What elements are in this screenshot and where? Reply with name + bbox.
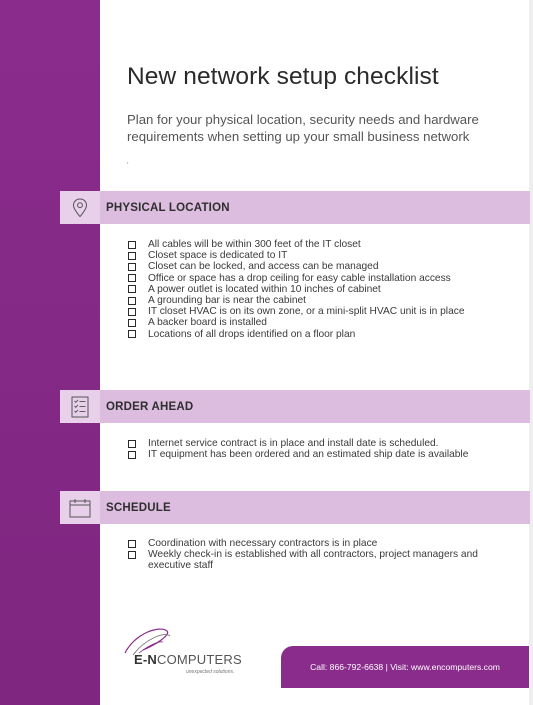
purple-sidebar bbox=[0, 0, 100, 705]
section-label: SCHEDULE bbox=[106, 501, 171, 514]
page-title: New network setup checklist bbox=[127, 63, 439, 90]
section-header-schedule bbox=[60, 491, 530, 524]
checklist-item: Coordination with necessary contractors is in place bbox=[128, 538, 513, 549]
checkbox[interactable] bbox=[128, 252, 136, 260]
checkbox[interactable] bbox=[128, 241, 136, 249]
checklist-item: Locations of all drops identified on a floor plan bbox=[128, 329, 465, 340]
checklist-icon bbox=[60, 390, 100, 423]
checklist-item: Office or space has a drop ceiling for easy cable installation access bbox=[128, 273, 465, 284]
checklist-item: Closet space is dedicated to IT bbox=[128, 250, 465, 261]
stray-mark: ' bbox=[127, 161, 129, 170]
checkbox[interactable] bbox=[128, 308, 136, 316]
checkbox[interactable] bbox=[128, 330, 136, 338]
checkbox[interactable] bbox=[128, 540, 136, 548]
checkbox[interactable] bbox=[128, 274, 136, 282]
checklist-item: A power outlet is located within 10 inches of cabinet bbox=[128, 284, 465, 295]
checkbox[interactable] bbox=[128, 551, 136, 559]
logo-tagline: unexpected solutions. bbox=[186, 669, 235, 675]
checkbox[interactable] bbox=[128, 319, 136, 327]
checkbox[interactable] bbox=[128, 297, 136, 305]
section-header-physical-location bbox=[60, 191, 530, 224]
checklist-item: A backer board is installed bbox=[128, 317, 465, 328]
checklist-item: Weekly check-in is established with all contractors, project managers and executive staff bbox=[128, 549, 513, 571]
checklist-item: All cables will be within 300 feet of the IT closet bbox=[128, 239, 465, 250]
checklist-item: Closet can be locked, and access can be managed bbox=[128, 261, 465, 272]
page-edge bbox=[529, 0, 533, 705]
contact-bar bbox=[281, 646, 529, 688]
checkbox[interactable] bbox=[128, 451, 136, 459]
checklist-item: IT equipment has been ordered and an estimated ship date is available bbox=[128, 449, 468, 460]
checklist-order-ahead bbox=[128, 438, 468, 460]
logo-wordmark: E-NCOMPUTERS bbox=[134, 652, 242, 667]
section-label: ORDER AHEAD bbox=[106, 400, 194, 413]
calendar-icon bbox=[60, 491, 100, 524]
section-label: PHYSICAL LOCATION bbox=[106, 201, 230, 214]
checklist-physical-location bbox=[128, 239, 465, 340]
section-header-order-ahead bbox=[60, 390, 530, 423]
checklist-schedule bbox=[128, 538, 513, 572]
checklist-item: IT closet HVAC is on its own zone, or a mini-split HVAC unit is in place bbox=[128, 306, 465, 317]
contact-text: Call: 866-792-6638 | Visit: www.encomputers.com bbox=[310, 662, 500, 672]
page-subtitle: Plan for your physical location, security needs and hardware requirements when setting up your small business network bbox=[127, 112, 479, 144]
checkbox[interactable] bbox=[128, 285, 136, 293]
location-pin-icon bbox=[60, 191, 100, 224]
checklist-item: A grounding bar is near the cabinet bbox=[128, 295, 465, 306]
checkbox[interactable] bbox=[128, 440, 136, 448]
checklist-item: Internet service contract is in place and install date is scheduled. bbox=[128, 438, 468, 449]
checkbox[interactable] bbox=[128, 263, 136, 271]
